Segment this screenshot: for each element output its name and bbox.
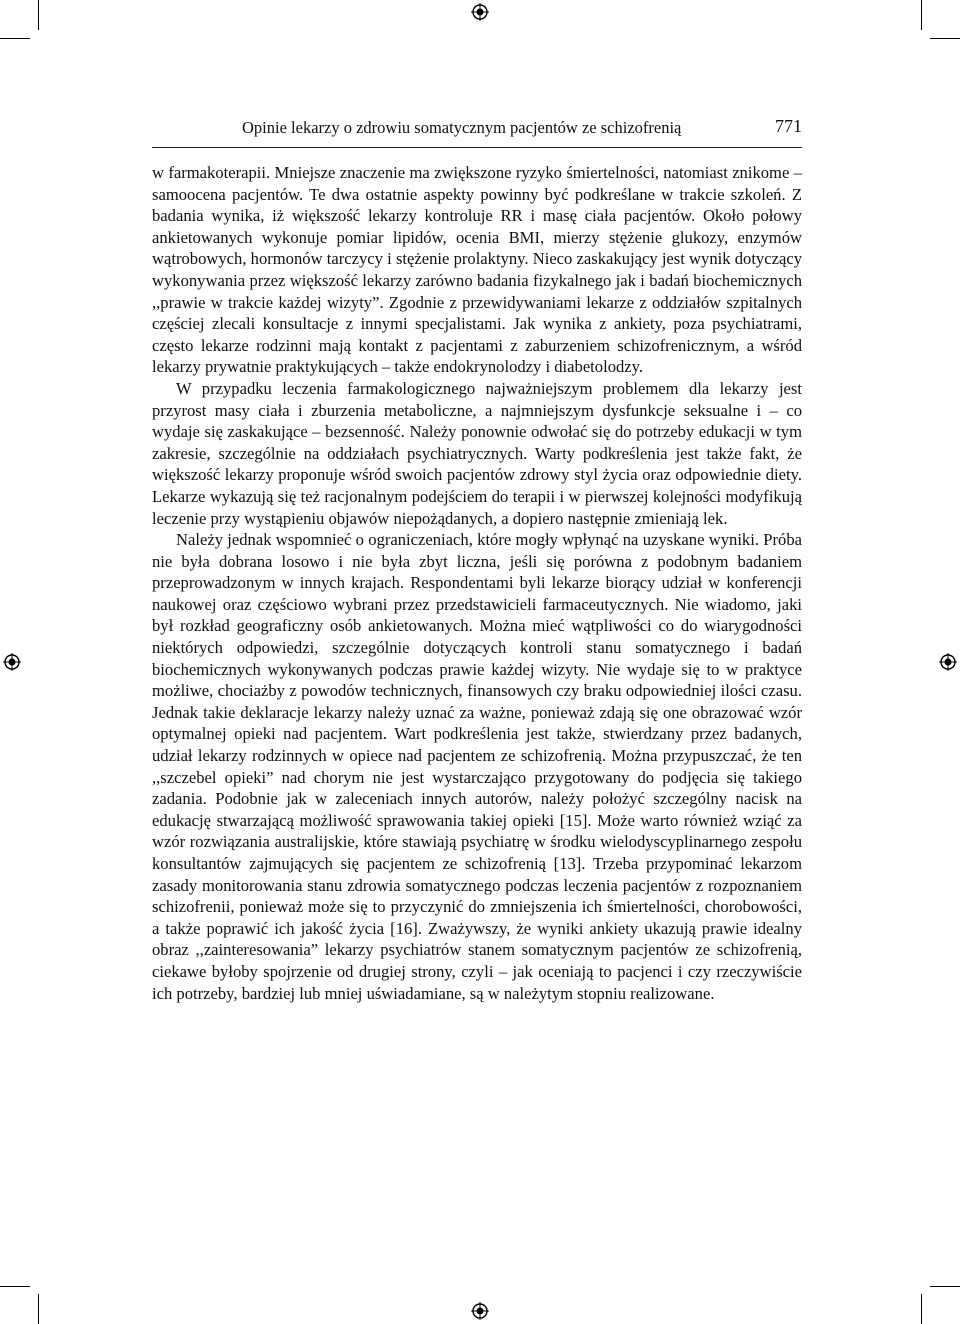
crop-mark-bottom-left-h bbox=[0, 1286, 30, 1287]
paragraph-2: W przypadku leczenia farmakologicznego najważniejszym problemem dla lekarzy jest przyrost masy ciała i zburzenia metaboliczne, a najmniejszym dysfunkcje seksualne i – co wydaje się zaskakujące – bezsenność. Należy ponownie odwołać się do potrzeby edukacji w tym zakresie, szczególnie na oddziałach psychiatrycznych. Warty podkreślenia jest także fakt, że większość lekarzy proponuje wśród swoich pacjentów zdrowy styl życia oraz odpowiednie diety. Lekarze wykazują się też racjonalnym podejściem do terapii i w pierwszej kolejności modyfikują leczenie przy wystąpieniu objawów niepożądanych, a dopiero następnie zmieniają lek. bbox=[152, 378, 802, 528]
paragraph-1: w farmakoterapii. Mniejsze znaczenie ma zwiększone ryzyko śmiertelności, natomiast znikome – samoocena pacjentów. Te dwa ostatnie aspekty powinny być podkreślane w trakcie szkoleń. Z badania wynika, iż większość lekarzy kontroluje RR i masę ciała pacjentów. Około połowy ankietowanych wykonuje pomiar lipidów, ocenia BMI, mierzy stężenie glukozy, enzymów wątrobowych, hormonów tarczycy i stężenie prolaktyny. Nieco zaskakujący jest wynik dotyczący wykonywania przez większość lekarzy zarówno badania fizykalnego jak i badań biochemicznych ,,prawie w trakcie każdej wizyty”. Zgodnie z przewidywaniami lekarze z oddziałów szpitalnych częściej zlecali konsultacje z innymi specjalistami. Jak wynika z ankiety, poza psychiatrami, często lekarze rodzinni mają kontakt z pacjentami z zaburzeniem schizofrenicznym, a wśród lekarzy prywatnie praktykujących – także endokrynolodzy i diabetolodzy. bbox=[152, 163, 802, 377]
registration-mark-top-icon bbox=[471, 3, 489, 21]
running-header bbox=[152, 113, 802, 148]
crop-mark-bottom-left bbox=[38, 1294, 39, 1324]
registration-mark-left-icon bbox=[3, 653, 21, 671]
crop-mark-bottom-right-h bbox=[930, 1286, 960, 1287]
crop-mark-bottom-right bbox=[921, 1294, 922, 1324]
crop-mark-top-right-h bbox=[930, 38, 960, 39]
crop-mark-top-left bbox=[38, 0, 39, 30]
running-title: Opinie lekarzy o zdrowiu somatycznym pacjentów ze schizofrenią bbox=[242, 118, 682, 137]
registration-mark-right-icon bbox=[939, 653, 957, 671]
body-text bbox=[152, 162, 802, 1004]
page-number: 771 bbox=[775, 116, 802, 136]
paragraph-3: Należy jednak wspomnieć o ograniczeniach, które mogły wpłynąć na uzyskane wyniki. Próba nie była dobrana losowo i nie była zbyt liczna, jeśli się porówna z podobnym badaniem przeprowadzonym w innych krajach. Respondentami byli lekarze biorący udział w konferencji naukowej oraz częściowo wybrani przez przedstawicieli farmaceutycznych. Nie wiadomo, jaki był rozkład geograficzny osób ankietowanych. Można mieć wątpliwości co do wiarygodności niektórych odpowiedzi, szczególnie dotyczących kontroli stanu somatycznego i badań biochemicznych wykonywanych podczas prawie każdej wizyty. Nie wydaje się to w praktyce możliwe, chociażby z powodów technicznych, finansowych czy braku odpowiedniej ilości czasu. Jednak takie deklaracje lekarzy należy uznać za ważne, ponieważ zdają się one obrazować wzór optymalnej opieki nad pacjentem. Wart podkreślenia jest także, stwierdzany przez badanych, udział lekarzy rodzinnych w opiece nad pacjentem ze schizofrenią. Można przypuszczać, że ten ,,szczebel opieki” nad chorym nie jest wystarczająco przygotowany do podjęcia się takiego zadania. Podobnie jak w zaleceniach innych autorów, należy położyć szczególny nacisk na edukację stwarzającą możliwość sprawowania takiej opieki [15]. Może warto również wziąć za wzór rozwiązania australijskie, które stawiają psychiatrę w środku wielodyscyplinarnego zespołu konsultantów zajmujących się pacjentem ze schizofrenią [13]. Trzeba przypominać lekarzom zasady monitorowania stanu zdrowia somatycznego podczas leczenia pacjentów z rozpoznaniem schizofrenii, ponieważ może się to przyczynić do zmniejszenia ich śmiertelności, chorobowości, a także poprawić ich jakość życia [16]. Zważywszy, że wyniki ankiety ukazują prawie idealny obraz ,,zainteresowania” lekarzy psychiatrów stanem somatycznym pacjentów ze schizofrenią, ciekawe byłoby spojrzenie od drugiej strony, czyli – jak oceniają to pacjenci i czy rzeczywiście ich potrzeby, bardziej lub mniej uświadamiane, są w należytym stopniu realizowane. bbox=[152, 530, 802, 1003]
crop-mark-top-right bbox=[921, 0, 922, 30]
crop-mark-top-left-h bbox=[0, 38, 30, 39]
registration-mark-bottom-icon bbox=[471, 1302, 489, 1320]
